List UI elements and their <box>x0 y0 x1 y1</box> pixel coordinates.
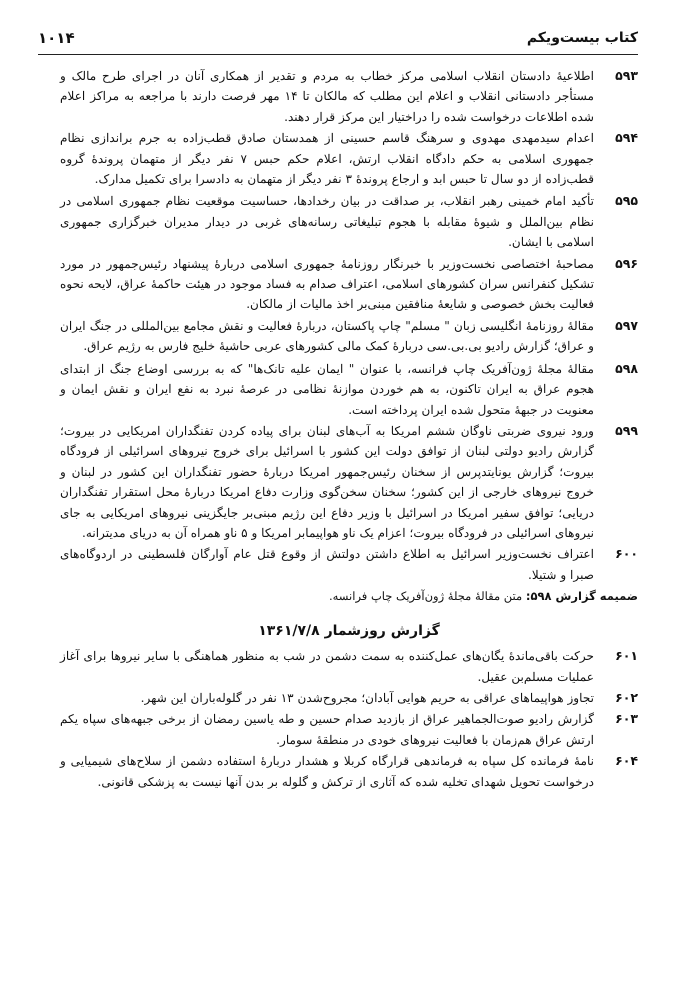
entry-number: ۶۰۱ <box>615 648 638 664</box>
entry-number: ۶۰۴ <box>615 753 638 769</box>
running-header <box>38 30 638 55</box>
entry-text: ورود نیروی ضربتی ناوگان ششم امریکا به آب‌های لبنان برای پیاده کردن تفنگداران امریکایی در بیروت؛ گزارش رادیو دولتی لبنان از توافق دولت این کشور با اسرائیل برای خروج نیروهای اسرائیلی از فرودگاه بیروت؛ گزارش یونایتدپرس از سخنان رئیس‌جمهور امریکا دربارهٔ حضور تفنگداران این کشور در لبنان و خروج نیروهای خارجی از این کشور؛ سخنان سخن‌گوی وزارت دفاع امریکا دربارهٔ محل استقرار تفنگداران دریایی؛ توافق سفیر امریکا در اسرائیل با وزیر دفاع این رژیم مبنی‌بر جایگزینی نیروهای امریکایی به جای نیروهای اسرائیلی در فرودگاه بیروت؛ اعزام یک ناو هواپیمابر امریکا و ۵ ناو همراه آن به دریای مدیترانه. <box>60 423 594 540</box>
entry-602 <box>60 688 638 708</box>
entry-597 <box>60 316 638 357</box>
entry-text: مقالهٔ روزنامهٔ انگلیسی زبان " مسلم" چاپ پاکستان، دربارهٔ فعالیت و نقش مجامع بین‌المللی در جنگ ایران و عراق؛ گزارش رادیو بی.بی.سی دربارهٔ کمک مالی کشورهای عربی حاشیهٔ خلیج فارس به رژیم عراق. <box>60 318 594 354</box>
entry-text: تجاوز هواپیماهای عراقی به حریم هوایی آبادان؛ مجروح‌شدن ۱۳ نفر در گلوله‌باران این شهر. <box>140 690 594 705</box>
entry-number: ۶۰۲ <box>615 689 638 705</box>
entry-text: اطلاعیهٔ دادستان انقلاب اسلامی مرکز خطاب به مردم و تقدیر از همکاری آنان در اجرای طرح مالک و مستأجر دادستانی انقلاب و اعلام این مطلب که مالکان تا ۱۴ مهر فرصت دارند با مراجعه به مراکز اعلام شده اطلاعات درخواست شده را دراختیار این مرکز قرار دهند. <box>60 69 594 124</box>
entry-number: ۶۰۰ <box>615 546 638 562</box>
appendix-text: متن مقالهٔ مجلهٔ ژون‌آفریک چاپ فرانسه. <box>328 589 523 604</box>
entry-596 <box>60 254 638 315</box>
page-number: ۱۰۱۴ <box>38 29 75 47</box>
book-title: کتاب بیست‌ویکم <box>526 30 638 46</box>
entry-number: ۵۹۶ <box>615 255 638 271</box>
entry-599 <box>60 421 638 543</box>
entry-number: ۵۹۳ <box>615 68 638 83</box>
entry-604 <box>60 751 638 792</box>
entry-593 <box>60 66 638 127</box>
appendix-label: ضمیمه گزارش ۵۹۸: <box>525 589 638 604</box>
entry-text: مقالهٔ مجلهٔ ژون‌آفریک چاپ فرانسه، با عنوان " ایمان علیه تانک‌ها" که به بررسی اوضاع جنگ از ابتدای هجوم عراق به ایران تاکنون، به هم خوردن موازنهٔ نظامی در عرصهٔ نبرد به نفع ایران و نقش ایمان و معنویت در جبههٔ متحول شده ایران پرداخته است. <box>60 361 594 417</box>
entry-595 <box>60 191 638 252</box>
entry-number: ۵۹۷ <box>615 317 638 333</box>
entry-text: مصاحبهٔ اختصاصی نخست‌وزیر با خبرنگار روزنامهٔ جمهوری اسلامی دربارهٔ پیشنهاد رئیس‌جمهور در مورد تشکیل کنفرانس سران کشورهای اسلامی، اعتراف صدام به فساد موجود در هیئت حاکمهٔ عراق، لایحه نحوه فعالیت بخش خصوصی و شایعهٔ منافقین مبنی‌بر اخذ مالیات از مالکان. <box>60 256 594 312</box>
entry-text: نامهٔ فرمانده کل سپاه به فرماندهی قرارگاه کربلا و هشدار دربارهٔ استفاده دشمن از سلاح‌های شیمیایی و درخواست تحویل شهدای تخلیه شده که آثاری از ترکش و گلوله بر بدن آنها نیست به پزشکی قانونی. <box>60 754 594 789</box>
entry-594 <box>60 128 638 189</box>
entry-text: اعتراف نخست‌وزیر اسرائیل به اطلاع داشتن دولتش از وقوع قتل عام آوارگان فلسطینی در اردوگاه‌های صبرا و شتیلا. <box>60 547 594 582</box>
appendix-note <box>60 587 638 606</box>
entry-598 <box>60 359 638 420</box>
entry-number: ۶۰۳ <box>615 711 638 727</box>
entry-text: تأکید امام خمینی رهبر انقلاب، بر صداقت در بیان رخدادها، حساسیت موقعیت نظام جمهوری اسلامی در نظام بین‌الملل و شیوهٔ مقابله با هجوم تبلیغاتی رسانه‌های غربی در دیدار مدیران خبرگزاری جمهوری اسلامی با ایشان. <box>60 194 594 250</box>
entry-text: حرکت باقی‌ماندهٔ یگان‌های عمل‌کننده به سمت دشمن در شب به منظور هماهنگی با سایر نیروها برای آغاز عملیات مسلم‌بن عقیل. <box>60 649 594 684</box>
entry-600 <box>60 544 638 585</box>
entry-number: ۵۹۹ <box>615 422 638 438</box>
entry-number: ۵۹۸ <box>615 360 638 376</box>
entry-603 <box>60 709 638 750</box>
section-title: گزارش روزشمار ۱۳۶۱/۷/۸ <box>258 623 440 640</box>
entry-text: گزارش رادیو صوت‌الجماهیر عراق از بازدید صدام حسین و طه یاسین رمضان از برخی جبهه‌های سپاه یکم ارتش عراق هم‌زمان با فعالیت نیروهای خودی در منطقهٔ سومار. <box>60 712 594 747</box>
entry-number: ۵۹۵ <box>615 193 638 209</box>
entry-601 <box>60 646 638 687</box>
page-content <box>60 66 638 793</box>
entry-number: ۵۹۴ <box>615 130 638 146</box>
entry-text: اعدام سیدمهدی مهدوی و سرهنگ قاسم حسینی از همدستان صادق قطب‌زاده به جرم براندازی نظام جمهوری اسلامی به حکم دادگاه انقلاب ارتش، اعلام حکم حبس ۷ نفر دیگر از متهمان پروندهٔ گروه قطب‌زاده از دو سال تا حبس ابد و ارجاع پروندهٔ ۳ نفر دیگر از متهمان به دادسرا برای تکمیل مدارک. <box>60 131 594 187</box>
